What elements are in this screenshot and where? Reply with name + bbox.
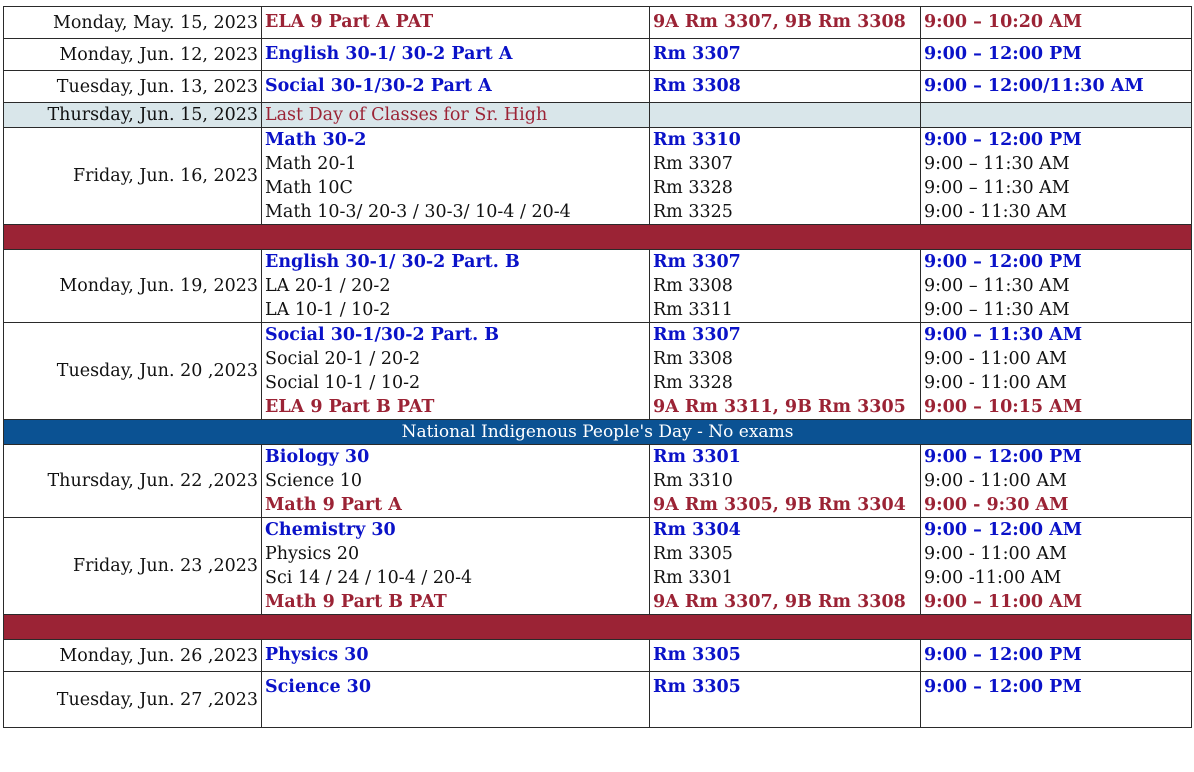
exam-time-cell	[921, 71, 1192, 103]
exam-time: 9:00 – 11:30 AM	[924, 300, 1070, 320]
empty-cell	[650, 103, 921, 128]
exam-row	[4, 250, 1192, 323]
exam-room: Rm 3307	[653, 154, 733, 174]
exam-room-cell	[650, 71, 921, 103]
exam-room: Rm 3305	[653, 645, 741, 665]
exam-time-cell	[921, 518, 1192, 615]
exam-schedule-table	[3, 6, 1192, 728]
exam-course: Physics 20	[265, 544, 360, 564]
exam-room: Rm 3308	[653, 349, 733, 369]
exam-course: English 30-1/ 30-2 Part. B	[265, 252, 520, 272]
exam-room: Rm 3304	[653, 520, 741, 540]
exam-time-cell	[921, 640, 1192, 672]
exam-time: 9:00 - 11:00 AM	[924, 349, 1067, 369]
exam-course: ELA 9 Part B PAT	[265, 397, 435, 417]
exam-date: Thursday, Jun. 22 ,2023	[4, 445, 262, 518]
exam-course-cell	[262, 250, 650, 323]
exam-room-cell	[650, 518, 921, 615]
exam-time: 9:00 – 11:30 AM	[924, 325, 1083, 345]
exam-time: 9:00 – 11:30 AM	[924, 178, 1070, 198]
exam-course: Math 9 Part B PAT	[265, 592, 447, 612]
exam-date: Monday, May. 15, 2023	[4, 7, 262, 39]
exam-room: Rm 3311	[653, 300, 733, 320]
exam-row	[4, 518, 1192, 615]
exam-time-cell	[921, 250, 1192, 323]
exam-room: Rm 3308	[653, 276, 733, 296]
exam-course-cell	[262, 445, 650, 518]
exam-room: 9A Rm 3305, 9B Rm 3304	[653, 495, 906, 515]
exam-room: 9A Rm 3307, 9B Rm 3308	[653, 592, 906, 612]
separator-bar	[4, 225, 1192, 250]
exam-date: Friday, Jun. 23 ,2023	[4, 518, 262, 615]
exam-course-cell	[262, 7, 650, 39]
exam-row	[4, 71, 1192, 103]
exam-time: 9:00 – 12:00 PM	[924, 677, 1082, 697]
exam-room-cell	[650, 39, 921, 71]
exam-room: Rm 3307	[653, 325, 741, 345]
exam-room: Rm 3325	[653, 202, 733, 222]
exam-course-cell	[262, 323, 650, 420]
exam-room: 9A Rm 3311, 9B Rm 3305	[653, 397, 906, 417]
exam-course-cell	[262, 518, 650, 615]
exam-date: Friday, Jun. 16, 2023	[4, 128, 262, 225]
exam-time: 9:00 – 12:00 AM	[924, 520, 1083, 540]
exam-course: Social 30-1/30-2 Part A	[265, 76, 492, 96]
exam-course: Science 10	[265, 471, 363, 491]
holiday-banner-row	[4, 420, 1192, 445]
exam-date: Tuesday, Jun. 13, 2023	[4, 71, 262, 103]
exam-date: Tuesday, Jun. 27 ,2023	[4, 672, 262, 728]
exam-room-cell	[650, 128, 921, 225]
separator-bar	[4, 615, 1192, 640]
exam-room: Rm 3301	[653, 568, 733, 588]
exam-course-cell	[262, 71, 650, 103]
exam-row	[4, 445, 1192, 518]
exam-row	[4, 640, 1192, 672]
exam-course: English 30-1/ 30-2 Part A	[265, 44, 513, 64]
exam-time-cell	[921, 7, 1192, 39]
exam-time: 9:00 – 11:30 AM	[924, 154, 1070, 174]
exam-date: Monday, Jun. 19, 2023	[4, 250, 262, 323]
exam-date: Monday, Jun. 26 ,2023	[4, 640, 262, 672]
exam-time: 9:00 – 12:00 PM	[924, 447, 1082, 467]
week-separator	[4, 615, 1192, 640]
exam-time: 9:00 - 9:30 AM	[924, 495, 1069, 515]
exam-room: Rm 3328	[653, 373, 733, 393]
exam-room: Rm 3305	[653, 677, 741, 697]
holiday-banner: National Indigenous People's Day - No exams	[4, 420, 1192, 445]
exam-course-cell	[262, 39, 650, 71]
exam-time: 9:00 – 12:00 PM	[924, 130, 1082, 150]
exam-time: 9:00 - 11:00 AM	[924, 471, 1067, 491]
exam-time: 9:00 -11:00 AM	[924, 568, 1062, 588]
week-separator	[4, 225, 1192, 250]
exam-time: 9:00 – 11:30 AM	[924, 276, 1070, 296]
exam-time: 9:00 – 11:00 AM	[924, 592, 1083, 612]
empty-cell	[921, 103, 1192, 128]
exam-course: LA 20-1 / 20-2	[265, 276, 391, 296]
exam-course: Chemistry 30	[265, 520, 396, 540]
exam-room: Rm 3301	[653, 447, 741, 467]
exam-room-cell	[650, 445, 921, 518]
schedule-body	[4, 7, 1192, 728]
exam-room-cell	[650, 672, 921, 728]
exam-date: Monday, Jun. 12, 2023	[4, 39, 262, 71]
exam-time: 9:00 – 12:00 PM	[924, 44, 1082, 64]
exam-date: Tuesday, Jun. 20 ,2023	[4, 323, 262, 420]
exam-room-cell	[650, 7, 921, 39]
exam-room: Rm 3310	[653, 130, 741, 150]
exam-course: Math 9 Part A	[265, 495, 402, 515]
exam-time: 9:00 - 11:30 AM	[924, 202, 1067, 222]
exam-time: 9:00 - 11:00 AM	[924, 373, 1067, 393]
exam-course: Social 30-1/30-2 Part. B	[265, 325, 500, 345]
exam-room: Rm 3310	[653, 471, 733, 491]
exam-course: ELA 9 Part A PAT	[265, 12, 434, 32]
exam-room-cell	[650, 640, 921, 672]
exam-course: Physics 30	[265, 645, 369, 665]
exam-time-cell	[921, 672, 1192, 728]
exam-room: Rm 3307	[653, 252, 741, 272]
notice-row	[4, 103, 1192, 128]
exam-course: Math 30-2	[265, 130, 367, 150]
exam-course: Math 10-3/ 20-3 / 30-3/ 10-4 / 20-4	[265, 202, 571, 222]
exam-date: Thursday, Jun. 15, 2023	[4, 103, 262, 128]
exam-time-cell	[921, 323, 1192, 420]
exam-room: 9A Rm 3307, 9B Rm 3308	[653, 12, 906, 32]
exam-row	[4, 672, 1192, 728]
exam-time: 9:00 - 11:00 AM	[924, 544, 1067, 564]
exam-course: Science 30	[265, 677, 372, 697]
exam-course: Sci 14 / 24 / 10-4 / 20-4	[265, 568, 473, 588]
exam-room-cell	[650, 323, 921, 420]
exam-room: Rm 3305	[653, 544, 733, 564]
exam-row	[4, 7, 1192, 39]
exam-row	[4, 128, 1192, 225]
exam-room: Rm 3328	[653, 178, 733, 198]
exam-course: LA 10-1 / 10-2	[265, 300, 391, 320]
exam-room: Rm 3307	[653, 44, 741, 64]
exam-time: 9:00 – 12:00/11:30 AM	[924, 76, 1144, 96]
notice-text: Last Day of Classes for Sr. High	[262, 103, 650, 128]
exam-course: Math 20-1	[265, 154, 357, 174]
exam-course: Social 20-1 / 20-2	[265, 349, 421, 369]
exam-course-cell	[262, 672, 650, 728]
exam-time: 9:00 – 10:15 AM	[924, 397, 1083, 417]
exam-row	[4, 323, 1192, 420]
exam-time-cell	[921, 445, 1192, 518]
exam-course: Social 10-1 / 10-2	[265, 373, 421, 393]
exam-course-cell	[262, 640, 650, 672]
exam-course: Math 10C	[265, 178, 353, 198]
exam-course-cell	[262, 128, 650, 225]
exam-time: 9:00 – 10:20 AM	[924, 12, 1083, 32]
exam-room-cell	[650, 250, 921, 323]
exam-time: 9:00 – 12:00 PM	[924, 252, 1082, 272]
exam-time-cell	[921, 39, 1192, 71]
exam-room: Rm 3308	[653, 76, 741, 96]
exam-course: Biology 30	[265, 447, 370, 467]
exam-time-cell	[921, 128, 1192, 225]
exam-row	[4, 39, 1192, 71]
exam-time: 9:00 – 12:00 PM	[924, 645, 1082, 665]
